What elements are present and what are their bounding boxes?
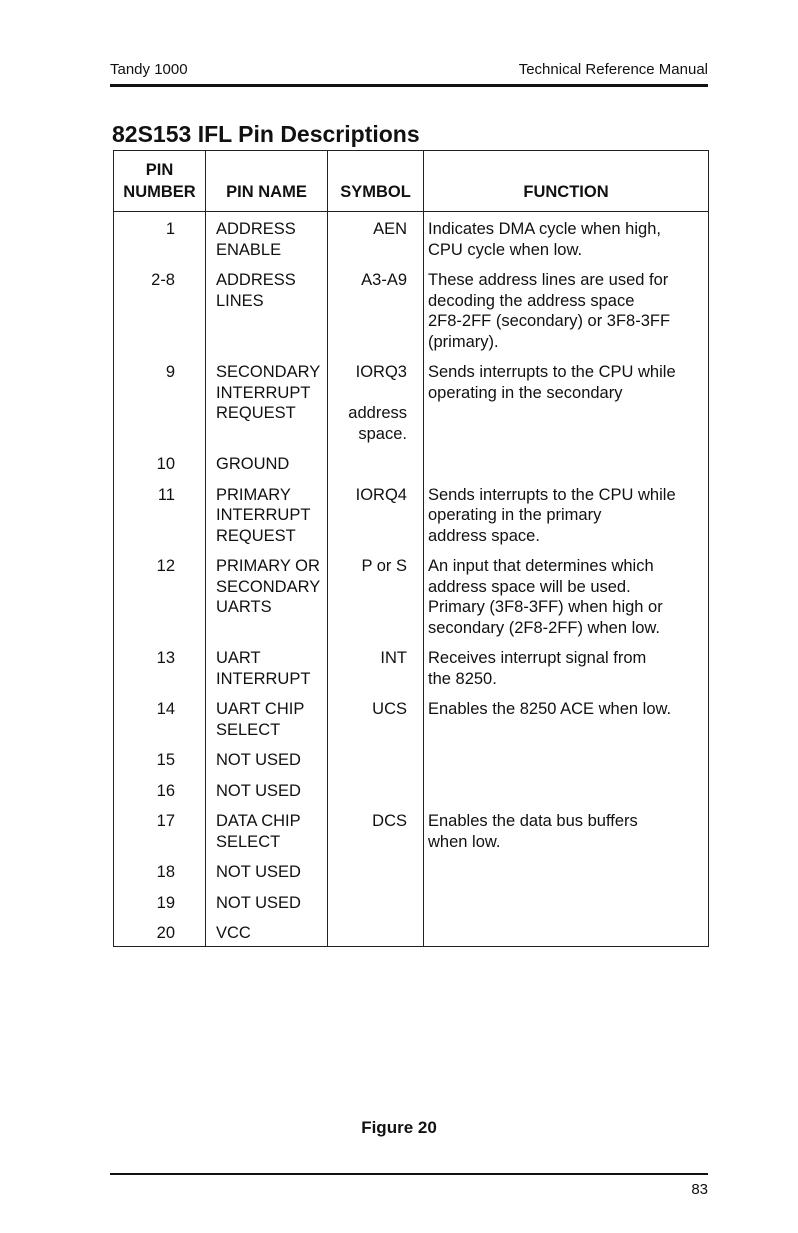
table-row (114, 644, 709, 695)
table-row (114, 695, 709, 746)
pin-function-cell: Enables the 8250 ACE when low. (424, 695, 709, 746)
pin-name-cell: ADDRESS LINES (206, 266, 328, 358)
pin-symbol-cell (328, 889, 424, 920)
page-header (110, 61, 708, 83)
table-row (114, 212, 709, 267)
table-row (114, 481, 709, 553)
pin-symbol-cell: IORQ3 address space. (328, 358, 424, 450)
pin-name-cell: VCC (206, 919, 328, 946)
pin-number-cell: 20 (114, 919, 206, 946)
pin-name-cell: SECONDARY INTERRUPT REQUEST (206, 358, 328, 450)
pin-name-cell: NOT USED (206, 746, 328, 777)
pin-symbol-cell (328, 777, 424, 808)
pin-number-cell: 1 (114, 212, 206, 267)
pin-function-cell (424, 919, 709, 946)
table-row (114, 450, 709, 481)
pin-symbol-cell: INT (328, 644, 424, 695)
pin-name-cell: NOT USED (206, 889, 328, 920)
table-row (114, 777, 709, 808)
footer-rule (110, 1173, 708, 1175)
pin-number-cell: 14 (114, 695, 206, 746)
pin-descriptions-table (113, 150, 709, 947)
pin-name-cell: PRIMARY OR SECONDARY UARTS (206, 552, 328, 644)
pin-symbol-cell: DCS (328, 807, 424, 858)
table-row (114, 552, 709, 644)
page-title: 82S153 IFL Pin Descriptions (112, 121, 420, 147)
pin-function-cell (424, 746, 709, 777)
pin-symbol-cell (328, 746, 424, 777)
pin-symbol-cell (328, 858, 424, 889)
pin-function-cell (424, 777, 709, 808)
header-pin-number-line1: PIN (145, 161, 174, 179)
pin-function-cell: Sends interrupts to the CPU while operating in the secondary (424, 358, 709, 450)
table-row (114, 266, 709, 358)
pin-number-cell: 17 (114, 807, 206, 858)
header-rule (110, 84, 708, 87)
pin-symbol-cell (328, 919, 424, 946)
pin-name-cell: NOT USED (206, 777, 328, 808)
table-header-row (114, 151, 709, 212)
pin-number-cell: 12 (114, 552, 206, 644)
pin-number-cell: 15 (114, 746, 206, 777)
pin-number-cell: 18 (114, 858, 206, 889)
table-row (114, 919, 709, 946)
table-row (114, 807, 709, 858)
pin-name-cell: UART CHIP SELECT (206, 695, 328, 746)
pin-function-cell (424, 858, 709, 889)
pin-name-cell: UART INTERRUPT (206, 644, 328, 695)
pin-number-cell: 11 (114, 481, 206, 553)
table-row (114, 358, 709, 450)
pin-function-cell: These address lines are used for decoding the address space 2F8-2FF (secondary) or 3F8-3FF (primary). (424, 266, 709, 358)
pin-number-cell: 19 (114, 889, 206, 920)
pin-symbol-cell: AEN (328, 212, 424, 267)
pin-name-cell: NOT USED (206, 858, 328, 889)
pin-number-cell: 16 (114, 777, 206, 808)
pin-name-cell: DATA CHIP SELECT (206, 807, 328, 858)
table-row (114, 746, 709, 777)
pin-function-cell: Sends interrupts to the CPU while operating in the primary address space. (424, 481, 709, 553)
pin-number-cell: 13 (114, 644, 206, 695)
header-pin-number-line2: NUMBER (123, 183, 196, 201)
header-right-text: Technical Reference Manual (518, 61, 708, 78)
pin-function-cell: Enables the data bus buffers when low. (424, 807, 709, 858)
pin-number-cell: 9 (114, 358, 206, 450)
header-function: FUNCTION (424, 151, 709, 212)
pin-symbol-cell: IORQ4 (328, 481, 424, 553)
pin-name-cell: ADDRESS ENABLE (206, 212, 328, 267)
pin-symbol-cell: A3-A9 (328, 266, 424, 358)
pin-symbol-cell: UCS (328, 695, 424, 746)
header-symbol: SYMBOL (328, 151, 424, 212)
table-row (114, 889, 709, 920)
pin-function-cell (424, 450, 709, 481)
pin-symbol-cell (328, 450, 424, 481)
pin-function-cell: Receives interrupt signal from the 8250. (424, 644, 709, 695)
pin-number-cell: 2-8 (114, 266, 206, 358)
header-pin-name: PIN NAME (206, 151, 328, 212)
header-left-text: Tandy 1000 (110, 61, 188, 78)
page-number: 83 (691, 1181, 708, 1198)
pin-function-cell: An input that determines which address space will be used. Primary (3F8-3FF) when high or secondary (2F8-2FF) when low. (424, 552, 709, 644)
table-row (114, 858, 709, 889)
figure-caption: Figure 20 (361, 1118, 437, 1137)
pin-name-cell: GROUND (206, 450, 328, 481)
pin-function-cell (424, 889, 709, 920)
pin-symbol-cell: P or S (328, 552, 424, 644)
pin-function-cell: Indicates DMA cycle when high, CPU cycle when low. (424, 212, 709, 267)
table-body (114, 212, 709, 947)
header-pin-number (114, 151, 206, 212)
pin-number-cell: 10 (114, 450, 206, 481)
pin-name-cell: PRIMARY INTERRUPT REQUEST (206, 481, 328, 553)
